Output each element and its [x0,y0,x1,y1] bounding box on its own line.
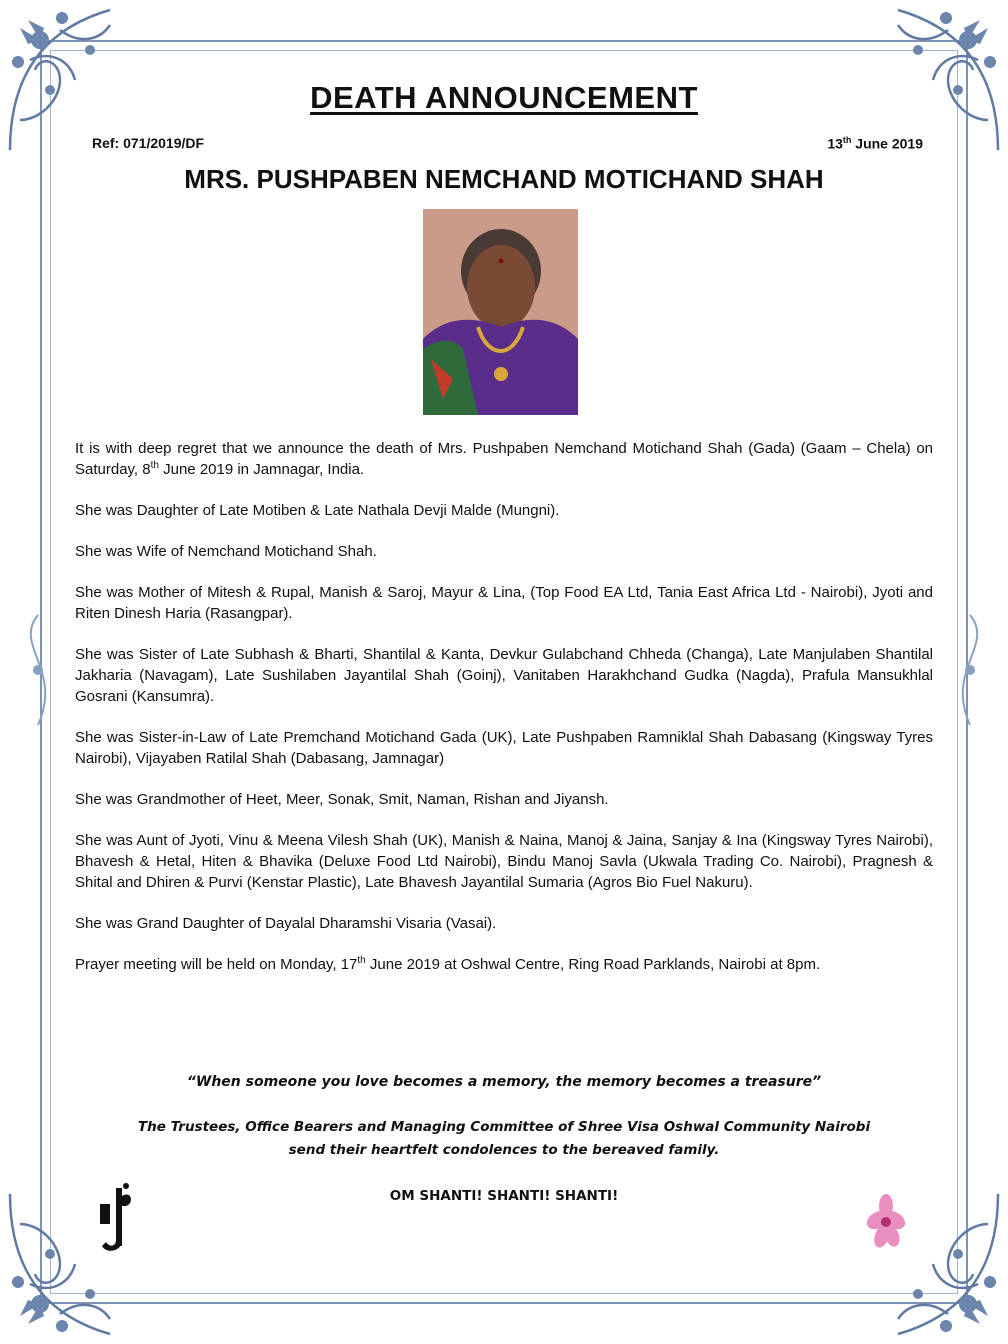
paragraph-wife: She was Wife of Nemchand Motichand Shah. [75,543,377,560]
floral-side-right-icon [940,610,1000,730]
paragraph-grandmother: She was Grandmother of Heet, Meer, Sonak, Smit, Naman, Rishan and Jiyansh. [75,791,609,808]
date-suffix: th [842,135,852,145]
paragraph-10-part-b: June 2019 at Oshwal Centre, Ring Road Parklands, Nairobi at 8pm. [365,956,821,973]
memorial-quote: “When someone you love becomes a memory, the memory becomes a treasure” [186,1074,822,1090]
paragraph-sister: She was Sister of Late Subhash & Bharti, Shantilal & Kanta, Devkur Gulabchand Chheda (Changa), Late Manjulaben Shantilal Jakharia (Navagam), Late Sushilaben Jayantilal Shah (Goinj), Vanitaben Harakhchand Gudka (Nagda), Prafula Mansukhlal Gosrani (Kansumra). [75,646,933,705]
paragraph-1-superscript: th [150,460,159,471]
date-day: 13 [827,135,843,152]
floral-side-left-icon [8,610,68,730]
paragraph-1-part-a: It is with deep regret that we announce the death of Mrs. Pushpaben Nemchand Motichand Shah (Gada) (Gaam – Chela) on Saturday, 8 [75,440,933,478]
orchid-flower-icon [858,1190,914,1254]
deceased-name: MRS. PUSHPABEN NEMCHAND MOTICHAND SHAH [184,164,824,194]
condolence-line-2: send their heartfelt condolences to the bereaved family. [288,1142,720,1158]
condolence-message [0,1116,1008,1162]
date-rest: June 2019 [851,135,923,152]
paragraph-death-notice [75,438,933,480]
paragraph-sister-in-law: She was Sister-in-Law of Late Premchand Motichand Gada (UK), Late Pushpaben Ramniklal Shah Dabasang (Kingsway Tyres Nairobi), Vijayaben Ratilal Shah (Dabasang, Jamnagar) [75,729,933,767]
portrait-illustration [423,209,578,415]
announcement-date [827,135,923,152]
announcement-body [75,438,933,995]
paragraph-10-superscript: th [357,955,366,966]
paragraph-aunt: She was Aunt of Jyoti, Vinu & Meena Vilesh Shah (UK), Manish & Naina, Manoj & Jaina, Sanjay & Ina (Kingsway Tyres Nairobi), Bhavesh & Hetal, Hiten & Bhavika (Deluxe Food Ltd Nairobi), Bindu Manoj Savla (Ukwala Trading Co. Nairobi), Pragnesh & Shital and Dhiren & Purvi (Kenstar Plastic), Late Bhavesh Jayantilal Sumaria (Agros Bio Fuel Nakuru). [75,832,933,891]
condolence-line-1: The Trustees, Office Bearers and Managing Committee of Shree Visa Oshwal Community Nairobi [137,1119,871,1135]
paragraph-daughter: She was Daughter of Late Motiben & Late Nathala Devji Malde (Mungni). [75,502,560,519]
paragraph-prayer-meeting [75,954,933,975]
reference-number: Ref: 071/2019/DF [92,135,205,151]
paragraph-grand-daughter: She was Grand Daughter of Dayalal Dharamshi Visaria (Vasai). [75,915,497,932]
paragraph-mother: She was Mother of Mitesh & Rupal, Manish & Saroj, Mayur & Lina, (Top Food EA Ltd, Tania East Africa Ltd - Nairobi), Jyoti and Riten Dinesh Haria (Rasangpar). [75,584,933,622]
om-shanti-text: OM SHANTI! SHANTI! SHANTI! [389,1188,619,1204]
paragraph-1-part-b: June 2019 in Jamnagar, India. [158,461,365,478]
jain-om-symbol-icon [96,1180,136,1256]
page-title: DEATH ANNOUNCEMENT [310,80,698,115]
paragraph-10-part-a: Prayer meeting will be held on Monday, 17 [75,956,358,973]
portrait-photo [423,209,578,415]
